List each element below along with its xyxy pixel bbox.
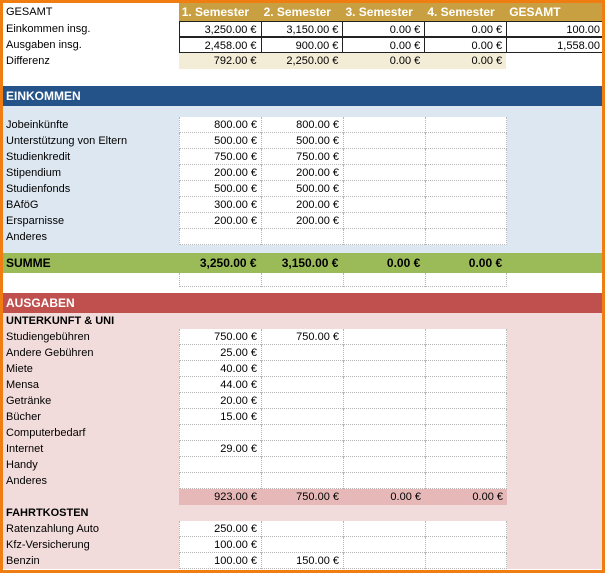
overview-row-ausgaben: [3, 37, 605, 53]
value-cell[interactable]: [343, 361, 425, 377]
value-cell[interactable]: [425, 425, 507, 441]
value-cell[interactable]: 44.00 €: [179, 377, 261, 393]
value-cell[interactable]: [343, 149, 425, 165]
value-cell[interactable]: 0.00 €: [424, 37, 506, 53]
value-cell[interactable]: [425, 329, 507, 345]
value-cell[interactable]: [261, 361, 343, 377]
value-cell[interactable]: [261, 441, 343, 457]
total-cell[interactable]: 750.00 €: [261, 489, 343, 505]
row-label: Jobeinkünfte: [6, 119, 69, 131]
value-cell[interactable]: [343, 377, 425, 393]
value-cell[interactable]: [343, 345, 425, 361]
budget-sheet: [3, 3, 605, 569]
value-cell[interactable]: [425, 197, 507, 213]
value-cell[interactable]: 3,150.00 €: [261, 21, 343, 37]
value-cell[interactable]: 15.00 €: [179, 409, 261, 425]
value-cell[interactable]: 300.00 €: [179, 197, 261, 213]
list-item: [3, 553, 605, 569]
row-label: Studienkredit: [6, 151, 71, 163]
value-cell[interactable]: [343, 473, 425, 489]
value-cell[interactable]: 40.00 €: [179, 361, 261, 377]
list-item: [3, 393, 605, 409]
value-cell[interactable]: [343, 441, 425, 457]
list-item: [3, 441, 605, 457]
value-cell[interactable]: [425, 553, 507, 569]
value-cell[interactable]: 750.00 €: [179, 329, 261, 345]
value-cell[interactable]: 200.00 €: [261, 213, 343, 229]
row-label: Benzin: [6, 555, 40, 567]
row-label: [3, 273, 179, 287]
row-label: BAföG: [6, 199, 39, 211]
summe-blank-row: [3, 273, 605, 287]
summe-cell[interactable]: 0.00 €: [424, 253, 506, 273]
value-cell[interactable]: 900.00 €: [261, 37, 343, 53]
list-item: [3, 521, 605, 537]
value-cell[interactable]: [343, 329, 425, 345]
value-cell[interactable]: [425, 537, 507, 553]
unterkunft-subheading: [3, 313, 605, 329]
value-cell[interactable]: [425, 361, 507, 377]
value-cell[interactable]: [343, 165, 425, 181]
row-label: Bücher: [6, 411, 41, 423]
value-cell[interactable]: [261, 345, 343, 361]
row-label: Differenz: [6, 55, 50, 67]
value-cell[interactable]: [343, 393, 425, 409]
value-cell[interactable]: [261, 377, 343, 393]
spacer: [3, 69, 605, 86]
value-cell[interactable]: 200.00 €: [261, 165, 343, 181]
value-cell[interactable]: [261, 425, 343, 441]
overview-row-differenz: [3, 53, 605, 69]
row-label: Miete: [6, 363, 33, 375]
value-cell[interactable]: [179, 229, 261, 245]
row-label: Computerbedarf: [6, 427, 86, 439]
row-label: Anderes: [6, 231, 47, 243]
value-cell[interactable]: [343, 213, 425, 229]
value-cell[interactable]: 0.00 €: [424, 53, 506, 69]
value-cell[interactable]: 500.00 €: [179, 181, 261, 197]
list-item: [3, 361, 605, 377]
value-cell[interactable]: 200.00 €: [179, 213, 261, 229]
value-cell[interactable]: [179, 457, 261, 473]
list-item: [3, 537, 605, 553]
subheading-label: UNTERKUNFT & UNI: [6, 315, 115, 327]
value-cell[interactable]: [343, 133, 425, 149]
ausgaben-section: [3, 313, 605, 569]
value-cell[interactable]: 250.00 €: [179, 521, 261, 537]
einkommen-section-title: EINKOMMEN: [3, 86, 605, 106]
row-label: Einkommen insg.: [6, 23, 91, 35]
value-cell[interactable]: [261, 521, 343, 537]
gesamt-cell[interactable]: [506, 53, 605, 69]
value-cell[interactable]: [343, 117, 425, 133]
list-item: [3, 213, 605, 229]
value-cell[interactable]: [425, 133, 507, 149]
unterkunft-total-row: [3, 489, 605, 505]
value-cell[interactable]: [425, 213, 507, 229]
list-item: [3, 409, 605, 425]
value-cell[interactable]: [425, 377, 507, 393]
overview-corner-label: GESAMT: [6, 6, 53, 18]
spacer: [3, 106, 605, 117]
value-cell[interactable]: 29.00 €: [179, 441, 261, 457]
overview-header-row: [3, 3, 605, 21]
value-cell[interactable]: 2,458.00 €: [179, 37, 261, 53]
value-cell[interactable]: 0.00 €: [424, 21, 506, 37]
value-cell[interactable]: [343, 425, 425, 441]
gesamt-cell[interactable]: 100.00: [506, 21, 605, 37]
value-cell[interactable]: 2,250.00 €: [261, 53, 343, 69]
semester-2-header[interactable]: 2. Semester: [261, 3, 343, 21]
value-cell[interactable]: 0.00 €: [342, 21, 424, 37]
value-cell[interactable]: 0.00 €: [342, 53, 424, 69]
value-cell[interactable]: [343, 409, 425, 425]
row-label: Ersparnisse: [6, 215, 65, 227]
value-cell[interactable]: 500.00 €: [179, 133, 261, 149]
list-item: [3, 117, 605, 133]
row-label: Ausgaben insg.: [6, 39, 82, 51]
row-label: Kfz-Versicherung: [6, 539, 90, 551]
row-label: [3, 489, 179, 505]
value-cell[interactable]: [425, 273, 507, 287]
value-cell[interactable]: [343, 229, 425, 245]
row-label: Getränke: [6, 395, 52, 407]
summe-cell[interactable]: 0.00 €: [342, 253, 424, 273]
value-cell[interactable]: [261, 473, 343, 489]
value-cell[interactable]: 800.00 €: [261, 117, 343, 133]
value-cell[interactable]: [425, 393, 507, 409]
row-label: Unterstützung von Eltern: [6, 135, 128, 147]
value-cell[interactable]: [425, 457, 507, 473]
value-cell[interactable]: [425, 473, 507, 489]
value-cell[interactable]: [261, 273, 343, 287]
list-item: [3, 197, 605, 213]
value-cell[interactable]: [425, 409, 507, 425]
list-item: [3, 473, 605, 489]
value-cell[interactable]: 3,250.00 €: [179, 21, 261, 37]
overview-row-einkommen: [3, 21, 605, 37]
gesamt-header[interactable]: GESAMT: [506, 3, 605, 21]
value-cell[interactable]: 100.00 €: [179, 537, 261, 553]
list-item: [3, 149, 605, 165]
subheading-label: FAHRTKOSTEN: [6, 507, 89, 519]
value-cell[interactable]: [179, 425, 261, 441]
list-item: [3, 425, 605, 441]
value-cell[interactable]: [261, 393, 343, 409]
value-cell[interactable]: 750.00 €: [261, 329, 343, 345]
row-label: Anderes: [6, 475, 47, 487]
value-cell[interactable]: 25.00 €: [179, 345, 261, 361]
list-item: [3, 165, 605, 181]
value-cell[interactable]: [179, 473, 261, 489]
value-cell[interactable]: [425, 229, 507, 245]
value-cell[interactable]: [425, 165, 507, 181]
list-item: [3, 133, 605, 149]
value-cell[interactable]: [343, 457, 425, 473]
summe-gesamt-cell[interactable]: [506, 253, 605, 273]
einkommen-rows: [3, 117, 605, 245]
spacer: [3, 245, 605, 253]
value-cell[interactable]: [343, 537, 425, 553]
value-cell[interactable]: 750.00 €: [179, 149, 261, 165]
value-cell[interactable]: [343, 197, 425, 213]
value-cell[interactable]: [343, 273, 425, 287]
value-cell[interactable]: [425, 117, 507, 133]
value-cell[interactable]: 792.00 €: [179, 53, 261, 69]
value-cell[interactable]: [261, 537, 343, 553]
fahrtkosten-subheading: [3, 505, 605, 521]
value-cell[interactable]: [179, 273, 261, 287]
value-cell[interactable]: [343, 553, 425, 569]
row-label: Studiengebühren: [6, 331, 90, 343]
list-item: [3, 181, 605, 197]
semester-1-header[interactable]: 1. Semester: [179, 3, 261, 21]
total-cell[interactable]: 923.00 €: [179, 489, 261, 505]
value-cell[interactable]: 150.00 €: [261, 553, 343, 569]
value-cell[interactable]: [425, 181, 507, 197]
value-cell[interactable]: [425, 149, 507, 165]
unterkunft-rows: [3, 329, 605, 489]
row-label: Studienfonds: [6, 183, 71, 195]
list-item: [3, 457, 605, 473]
value-cell[interactable]: 750.00 €: [261, 149, 343, 165]
value-cell[interactable]: [425, 441, 507, 457]
einkommen-section: [3, 106, 605, 253]
row-label: Mensa: [6, 379, 40, 391]
row-label: Andere Gebühren: [6, 347, 94, 359]
summe-row: [3, 253, 605, 273]
ausgaben-section-title: AUSGABEN: [3, 293, 605, 313]
summe-cell[interactable]: 3,250.00 €: [179, 253, 261, 273]
value-cell[interactable]: [261, 229, 343, 245]
total-cell[interactable]: 0.00 €: [343, 489, 425, 505]
value-cell[interactable]: [343, 521, 425, 537]
summe-label: SUMME: [6, 256, 51, 270]
value-cell[interactable]: [425, 345, 507, 361]
list-item: [3, 345, 605, 361]
value-cell[interactable]: [261, 409, 343, 425]
total-cell[interactable]: 0.00 €: [425, 489, 507, 505]
value-cell[interactable]: [343, 181, 425, 197]
value-cell[interactable]: [261, 457, 343, 473]
row-label: Internet: [6, 443, 44, 455]
value-cell[interactable]: 20.00 €: [179, 393, 261, 409]
semester-3-header[interactable]: 3. Semester: [342, 3, 424, 21]
value-cell[interactable]: 800.00 €: [179, 117, 261, 133]
value-cell[interactable]: 500.00 €: [261, 133, 343, 149]
value-cell[interactable]: 200.00 €: [261, 197, 343, 213]
value-cell[interactable]: 500.00 €: [261, 181, 343, 197]
value-cell[interactable]: 0.00 €: [342, 37, 424, 53]
row-label: Ratenzahlung Auto: [6, 523, 99, 535]
list-item: [3, 229, 605, 245]
row-label: Stipendium: [6, 167, 62, 179]
value-cell[interactable]: 100.00 €: [179, 553, 261, 569]
row-label: Handy: [6, 459, 38, 471]
fahrtkosten-rows: [3, 521, 605, 569]
summe-cell[interactable]: 3,150.00 €: [261, 253, 343, 273]
list-item: [3, 329, 605, 345]
value-cell[interactable]: [425, 521, 507, 537]
value-cell[interactable]: 200.00 €: [179, 165, 261, 181]
list-item: [3, 377, 605, 393]
semester-4-header[interactable]: 4. Semester: [424, 3, 506, 21]
gesamt-cell[interactable]: 1,558.00: [506, 37, 605, 53]
